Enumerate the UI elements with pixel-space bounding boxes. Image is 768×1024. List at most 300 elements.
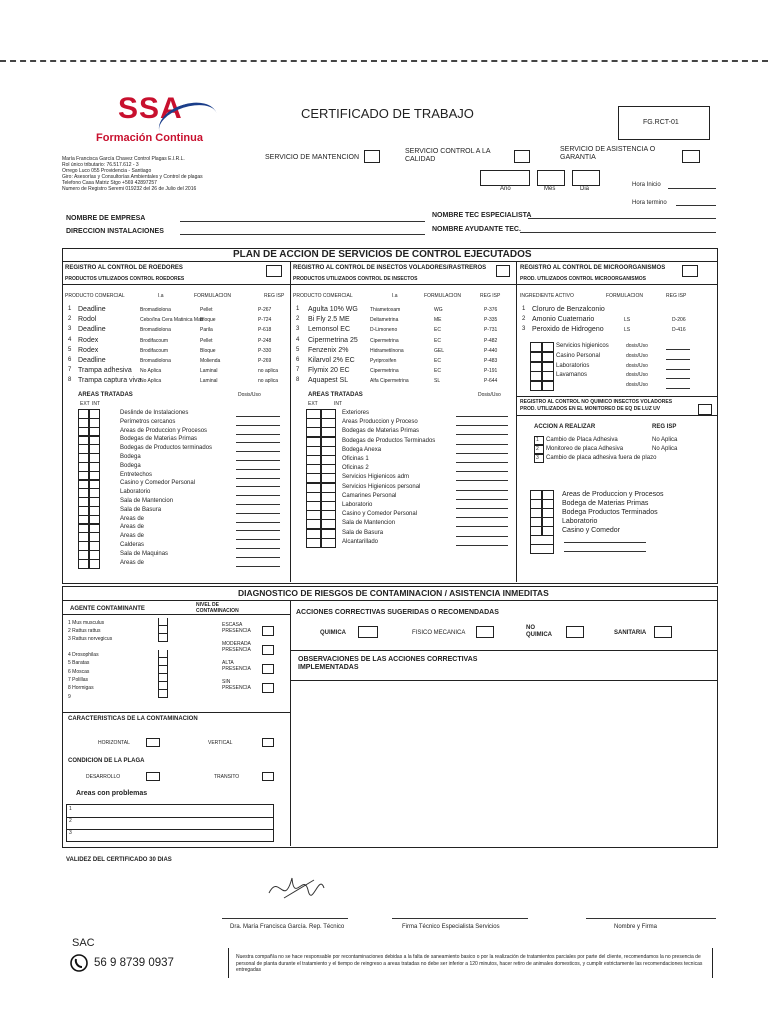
desarrollo-label: DESARROLLO <box>86 774 121 780</box>
insect-item-name: Flymix 20 EC <box>308 367 350 375</box>
micro-area-label: Servicios higienicos <box>556 343 609 349</box>
nivel-label: ALTA PRESENCIA <box>222 660 251 672</box>
obs-field[interactable] <box>292 682 716 844</box>
month-label: Mes <box>544 186 556 192</box>
micro-dosis-field[interactable] <box>666 369 690 370</box>
rodent-area-label: Bodega <box>120 454 141 460</box>
sig2-label: Firma Técnico Especialista Servicios <box>402 924 500 930</box>
rodent-item-formulation: Pellet <box>200 337 213 344</box>
rodent-item-reg: no aplica <box>258 378 279 385</box>
rodent-area-dosis-field[interactable] <box>236 522 280 523</box>
rodent-item-number: 3 <box>68 326 72 333</box>
rodent-item-number: 4 <box>68 336 72 343</box>
uv-area-label: Bodega Productos Terminados <box>562 509 658 516</box>
rodents-dosis-head: Dosis/Uso <box>238 392 261 398</box>
rodent-item-ia: Cebo/Ina Cera Matinica Mair <box>140 317 204 324</box>
fisico-label: FISICO MECANICA <box>412 630 466 636</box>
nivel-label: ESCASA PRESENCIA <box>222 622 251 634</box>
insect-item-reg: P-440 <box>484 347 498 354</box>
agente-checkbox-col-1[interactable] <box>158 618 168 642</box>
micro-item-name: Cloruro de Benzalconio <box>532 306 605 313</box>
rodent-item-name: Rodex <box>78 346 99 354</box>
phone-number: 56 9 8739 0937 <box>94 957 174 969</box>
rodent-area-label: Calderas <box>120 542 145 548</box>
accion-reg: No Aplica <box>652 437 678 443</box>
agente-item: 2 Rattus rattus <box>68 628 101 634</box>
micro-dosis-label: dosis/Uso <box>626 343 648 349</box>
logo-subtitle: Formación Continua <box>96 132 203 144</box>
micro-area-checkbox-b[interactable] <box>541 362 554 372</box>
service-quality-checkbox[interactable] <box>514 150 530 163</box>
insect-area-dosis-field[interactable] <box>456 517 508 518</box>
insect-area-dosis-field[interactable] <box>456 471 508 472</box>
rodent-area-dosis-field[interactable] <box>236 504 280 505</box>
rodent-item-formulation: Molienda <box>200 358 221 364</box>
insect-area-dosis-field[interactable] <box>456 545 508 546</box>
sanitaria-label: SANITARIA <box>614 630 647 636</box>
hora-termino-field[interactable] <box>676 205 716 206</box>
rodent-area-label: Laboratorio <box>120 489 151 496</box>
fisico-checkbox[interactable] <box>476 626 494 638</box>
code-box <box>618 106 710 140</box>
service-maint-label: SERVICIO DE MANTENCION <box>265 154 359 161</box>
col-header: FORMULACION <box>194 293 231 299</box>
rodent-area-label: Sala de Mantencion <box>120 498 174 504</box>
col-header: REG ISP <box>666 293 687 299</box>
agente-head: AGENTE CONTAMINANTE <box>70 606 145 612</box>
insect-area-dosis-field[interactable] <box>456 536 508 537</box>
rodent-item-formulation: Pellet <box>200 307 213 313</box>
rodent-area-dosis-field[interactable] <box>236 469 280 470</box>
insect-item-number: 3 <box>296 326 300 333</box>
insect-area-label: Exteriores <box>342 410 370 416</box>
insect-item-ia: Cipermetrina <box>370 337 399 344</box>
rodent-area-dosis-field[interactable] <box>236 451 280 452</box>
rodent-item-name: Trampa captura viva <box>78 377 142 385</box>
micro-item-number: 3 <box>522 326 526 333</box>
insect-item-number: 6 <box>296 357 300 363</box>
accion-reg: No Aplica <box>652 446 678 452</box>
rodent-area-label: Bodegas de Productos terminados <box>120 445 213 452</box>
quimica-label: QUIMICA <box>320 630 346 636</box>
insect-area-dosis-field[interactable] <box>456 499 508 500</box>
insect-area-dosis-field[interactable] <box>456 480 508 481</box>
rodent-item-reg: no aplica <box>258 368 279 375</box>
desarrollo-checkbox[interactable] <box>146 772 160 781</box>
company-line: María Francisca García Chavez Control Plagas E.I.R.L. <box>62 156 185 162</box>
rodents-areas-head: AREAS TRATADAS <box>78 392 133 398</box>
micro-dosis-label: dosis/Uso <box>626 352 648 359</box>
nivel-checkbox[interactable] <box>262 683 274 693</box>
horizontal-checkbox[interactable] <box>146 738 160 747</box>
rodent-area-dosis-field[interactable] <box>236 486 280 487</box>
micro-area-label: Casino Personal <box>556 352 601 359</box>
insect-item-formulation: GEL <box>434 347 445 354</box>
micro-area-checkbox-b[interactable] <box>541 371 554 381</box>
uv-area-extra-field[interactable] <box>564 542 646 543</box>
insect-area-label: Areas Produccion y Proceso <box>342 419 418 426</box>
direccion-field[interactable] <box>180 234 425 235</box>
agente-item: 6 Moscas <box>68 668 90 675</box>
page-title: CERTIFICADO DE TRABAJO <box>301 106 474 121</box>
sig1-label: Dra. María Francisca García. Rep. Técnico <box>230 924 345 930</box>
insects-head: REGISTRO AL CONTROL DE INSECTOS VOLADORES/RASTREROS <box>293 265 487 271</box>
vertical-checkbox[interactable] <box>262 738 274 747</box>
problemas-table[interactable] <box>66 804 274 842</box>
transito-checkbox[interactable] <box>262 772 274 781</box>
tec-ayud-field[interactable] <box>520 232 716 233</box>
rodent-area-label: Areas de <box>120 524 145 531</box>
company-line: Rol único tributario: 76.517.612 - 3 <box>62 162 139 168</box>
sig3-label: Nombre y Firma <box>614 924 658 930</box>
ssa-logo: SSA <box>118 92 183 125</box>
micro-dosis-label: dosis/Uso <box>626 362 648 369</box>
rodent-item-number: 5 <box>68 346 72 353</box>
insect-area-dosis-field[interactable] <box>456 425 508 426</box>
insects-areas-head: AREAS TRATADAS <box>308 392 363 398</box>
rodent-area-dosis-field[interactable] <box>236 513 280 514</box>
micro-dosis-label: dosis/Uso <box>626 382 648 389</box>
insect-item-name: Cipermetrina 25 <box>308 336 358 344</box>
col-header: FORMULACION <box>606 293 643 299</box>
rodent-item-number: 2 <box>68 316 72 323</box>
int-label: INT <box>334 401 343 407</box>
rodent-area-dosis-field[interactable] <box>236 566 280 567</box>
agente-item: 7 Polillas <box>68 676 89 683</box>
rodent-area-label: Areas de <box>120 559 145 566</box>
rodents-sub: PRODUCTOS UTILIZADOS CONTROL ROEDORES <box>65 276 185 282</box>
rodent-area-label: Perímetros cercanos <box>120 418 176 425</box>
insect-item-ia: Thiametoxam <box>370 307 401 313</box>
empresa-label: NOMBRE DE EMPRESA <box>66 215 146 222</box>
insect-area-label: Servicios Higienicos adm <box>342 474 410 481</box>
rodent-item-ia: Bromadiolona <box>140 307 171 313</box>
rodent-item-formulation: Laminal <box>200 368 218 375</box>
micro-area-label: Laboratorios <box>556 362 590 369</box>
insect-item-formulation: SL <box>434 378 441 385</box>
direccion-label: DIRECCION INSTALACIONES <box>66 228 164 235</box>
cut-line <box>0 60 768 62</box>
insect-item-number: 8 <box>296 377 300 384</box>
company-line: Giro: Asesorías y Consultorías Ambientales y Control de plagas <box>62 174 203 180</box>
insect-area-label: Sala de Basura <box>342 529 384 536</box>
rodent-area-label: Bodegas de Materias Primas <box>120 436 198 443</box>
problemas-head: Areas con problemas <box>76 790 148 797</box>
condicion-head: CONDICION DE LA PLAGA <box>68 758 145 764</box>
insect-area-dosis-field[interactable] <box>456 416 508 417</box>
uv-area-extra-checkbox[interactable] <box>530 544 554 554</box>
accion-label: Cambio de placa adhesiva fuera de plazo <box>546 455 657 461</box>
uv-area-label: Laboratorio <box>562 518 598 525</box>
nq-head: REGISTRO AL CONTROL NO QUIMICO INSECTOS VOLADORES <box>520 399 673 405</box>
rodent-area-label: Areas de <box>120 515 145 522</box>
accion-label: Cambio de Placa Adhesiva <box>546 437 618 443</box>
rodent-item-ia: No Aplica <box>140 378 162 385</box>
col-header: REG ISP <box>480 293 501 299</box>
noquimica-checkbox[interactable] <box>566 626 584 638</box>
nq-sub: PROD. UTILIZADOS EN EL MONITOREO DE EQ DE LUZ UV <box>520 406 661 412</box>
micro-item-formulation: LS <box>624 317 631 324</box>
rodent-item-ia: Brodifacoum <box>140 347 169 354</box>
micro-checkbox[interactable] <box>682 265 698 277</box>
col-header: PRODUCTO COMERCIAL <box>65 293 125 299</box>
rodent-item-number: 7 <box>68 367 72 374</box>
insect-area-label: Camarines Personal <box>342 492 397 499</box>
rodent-item-number: 8 <box>68 377 72 384</box>
micro-item-reg: D-416 <box>672 327 686 334</box>
insect-area-label: Casino y Comedor Personal <box>342 511 418 518</box>
insect-area-label: Oficinas 2 <box>342 465 369 472</box>
service-maint-checkbox[interactable] <box>364 150 380 163</box>
insect-item-ia: D-Limoneno <box>370 327 398 334</box>
insect-area-dosis-field[interactable] <box>456 490 508 491</box>
insects-dosis-head: Dosis/Uso <box>478 392 501 398</box>
insect-area-label: Alcantarillado <box>342 538 379 545</box>
micro-item-formulation: LS <box>624 327 631 334</box>
insect-item-formulation: WG <box>434 307 443 313</box>
rodent-item-formulation: Bloque <box>200 347 216 354</box>
insect-area-label: Bodega Anexa <box>342 446 382 453</box>
col-header: I.a <box>392 293 398 299</box>
tec-esp-label: NOMBRE TEC ESPECIALISTA <box>432 212 532 219</box>
nivel-checkbox[interactable] <box>262 626 274 636</box>
company-line: Telefono Casa Matriz Stgo +569 42897257 <box>62 180 157 186</box>
accion-number: 1 <box>536 437 539 443</box>
rodent-area-dosis-field[interactable] <box>236 495 280 496</box>
insect-area-label: Sala de Mantencion <box>342 520 396 527</box>
nivel-checkbox[interactable] <box>262 645 274 655</box>
rodent-item-reg: P-724 <box>258 317 272 324</box>
rodent-item-ia: Bromadiolona <box>140 358 171 364</box>
day-label: Dia <box>580 186 590 192</box>
diag-title: DIAGNOSTICO DE RIESGOS DE CONTAMINACION / ASISTENCIA INMEDITAS <box>238 588 549 598</box>
col-header: FORMULACION <box>424 293 461 299</box>
insect-area-dosis-field[interactable] <box>456 434 508 435</box>
micro-item-number: 2 <box>522 316 526 323</box>
micro-dosis-field[interactable] <box>666 388 690 389</box>
insect-item-number: 2 <box>296 316 300 323</box>
micro-head: REGISTRO AL CONTROL DE MICROORGANISMOS <box>520 265 666 271</box>
insect-item-name: Agulta 10% WG <box>308 306 358 313</box>
col-header: PRODUCTO COMERCIAL <box>293 293 353 299</box>
ext-label: EXT <box>80 401 90 407</box>
micro-dosis-field[interactable] <box>666 359 690 360</box>
nq-checkbox[interactable] <box>698 404 712 415</box>
rodent-area-dosis-field[interactable] <box>236 425 280 426</box>
rodent-area-dosis-field[interactable] <box>236 416 280 417</box>
tec-ayud-label: NOMBRE AYUDANTE TEC. <box>432 226 521 233</box>
rodents-checkbox[interactable] <box>266 265 282 277</box>
rodent-area-dosis-field[interactable] <box>236 478 280 479</box>
rodent-item-ia: Bromadiolona <box>140 327 171 334</box>
obs-head: OBSERVACIONES DE LAS ACCIONES CORRECTIVAS IMPLEMENTADAS <box>298 656 478 671</box>
insect-item-ia: Hidrametilnona <box>370 347 404 354</box>
insect-item-number: 1 <box>296 306 300 312</box>
insect-area-label: Bodegas de Materias Primas <box>342 428 420 435</box>
insect-item-formulation: EC <box>434 327 441 334</box>
rodent-area-dosis-field[interactable] <box>236 530 280 531</box>
rodent-area-label: Deslinde de Instalaciones <box>120 410 189 416</box>
hora-termino-label: Hora termino <box>632 200 667 206</box>
rodent-item-formulation: Laminal <box>200 378 218 385</box>
insect-item-name: Aquapest SL <box>308 377 349 385</box>
rodent-item-reg: P-269 <box>258 358 272 364</box>
validez-label: VALIDEZ DEL CERTIFICADO 30 DIAS <box>66 857 172 863</box>
rodent-area-label: Areas de Produccion y Procesos <box>120 427 208 434</box>
insect-item-number: 5 <box>296 346 300 353</box>
agente-item: 1 Mus musculus <box>68 620 105 626</box>
insect-item-name: Lemonsol EC <box>308 326 351 334</box>
service-warranty-checkbox[interactable] <box>682 150 700 163</box>
empresa-field[interactable] <box>180 221 425 222</box>
micro-dosis-field[interactable] <box>666 378 690 379</box>
ext-label: EXT <box>308 401 318 407</box>
caract-head: CARACTERISTICAS DE LA CONTAMINACION <box>68 716 198 722</box>
nivel-label: SIN PRESENCIA <box>222 679 251 691</box>
agente-checkbox-col-2[interactable] <box>158 650 168 698</box>
company-line: Orrego Luco 055 Providencia - Santiago <box>62 168 152 174</box>
rodent-area-int-checkbox[interactable] <box>88 559 100 569</box>
insect-item-reg: P-376 <box>484 307 498 313</box>
vertical-label: VERTICAL <box>208 740 233 746</box>
rodent-item-number: 1 <box>68 306 72 312</box>
phone-icon <box>70 954 88 972</box>
micro-item-reg: D-206 <box>672 317 686 324</box>
horizontal-label: HORIZONTAL <box>98 740 130 746</box>
insect-area-label: Bodegas de Productos Terminados <box>342 437 436 444</box>
accion-number: 2 <box>536 446 539 452</box>
rodent-area-dosis-field[interactable] <box>236 434 280 435</box>
rodent-area-dosis-field[interactable] <box>236 460 280 461</box>
int-label: INT <box>92 401 101 407</box>
insect-area-dosis-field[interactable] <box>456 508 508 509</box>
insect-item-reg: P-731 <box>484 327 498 334</box>
nivel-checkbox[interactable] <box>262 664 274 674</box>
agente-item: 4 Drosophilas <box>68 652 99 658</box>
insect-item-name: Kilarvol 2% EC <box>308 357 355 364</box>
agente-item: 5 Baratas <box>68 660 90 667</box>
micro-area-label: Lavamanos <box>556 372 588 379</box>
insect-item-name: Bi Fly 2.5 ME <box>308 316 350 324</box>
rodent-item-ia: No Aplica <box>140 368 162 375</box>
micro-area-checkbox-b[interactable] <box>541 352 554 362</box>
rodent-item-name: Trampa adhesiva <box>78 367 132 375</box>
uv-area-extra-field[interactable] <box>564 551 646 552</box>
insects-sub: PRODUCTOS UTILIZADOS CONTROL DE INSECTOS <box>293 276 418 282</box>
day-field[interactable] <box>572 170 600 186</box>
rodent-area-label: Sala de Maquinas <box>120 550 169 557</box>
accion-number: 3 <box>536 455 539 461</box>
insect-item-ia: Cipermetrina <box>370 368 399 375</box>
rodent-area-dosis-field[interactable] <box>236 539 280 540</box>
insect-item-formulation: EC <box>434 337 441 344</box>
agente-item: 8 Hormigas <box>68 685 94 692</box>
year-field[interactable] <box>480 170 530 186</box>
accion-head: ACCION A REALIZAR <box>534 424 596 430</box>
insect-area-dosis-field[interactable] <box>456 444 508 445</box>
accion-label: Monitoreo de placa Adhesiva <box>546 446 624 452</box>
uv-area-label: Areas de Produccion y Procesos <box>562 491 664 498</box>
insects-checkbox[interactable] <box>496 265 510 277</box>
tec-esp-field[interactable] <box>528 218 716 219</box>
micro-dosis-field[interactable] <box>666 349 690 350</box>
service-quality-label: SERVICIO CONTROL A LA CALIDAD <box>405 148 491 163</box>
insect-area-dosis-field[interactable] <box>456 453 508 454</box>
company-line: Numero de Registro Seremi 019232 del 26 de Julio del 2016 <box>62 186 197 192</box>
rodent-area-dosis-field[interactable] <box>236 557 280 558</box>
agente-item: 9 <box>68 693 71 700</box>
rodent-item-name: Rodex <box>78 336 99 344</box>
sac-label: SAC <box>72 937 95 949</box>
sanitaria-checkbox[interactable] <box>654 626 672 638</box>
insect-area-label: Servicios Higienicos personal <box>342 483 421 490</box>
insect-item-number: 7 <box>296 367 300 374</box>
insect-item-number: 4 <box>296 336 300 343</box>
form-code: FG.RCT-01 <box>643 119 679 126</box>
rodent-area-dosis-field[interactable] <box>236 548 280 549</box>
agente-item: 3 Rattus norvegicus <box>68 636 113 642</box>
rodents-head: REGISTRO AL CONTROL DE ROEDORES <box>65 265 183 271</box>
rodent-area-label: Sala de Basura <box>120 506 162 513</box>
insect-area-label: Laboratorio <box>342 502 373 508</box>
rodent-area-label: Bodega <box>120 462 141 469</box>
insect-item-formulation: EC <box>434 368 441 375</box>
rodent-item-reg: P-618 <box>258 327 272 334</box>
micro-area-checkbox-b[interactable] <box>541 381 554 391</box>
micro-item-name: Amonio Cuaternario <box>532 316 595 324</box>
rodent-item-number: 6 <box>68 357 72 363</box>
nivel-head: NIVEL DE CONTAMINACION <box>196 602 239 614</box>
insect-item-name: Fenzenix 2% <box>308 346 349 354</box>
service-warranty-label: SERVICIO DE ASISTENCIA O GARANTIA <box>560 146 656 161</box>
insect-item-ia: Alfa Cipermetrina <box>370 378 409 385</box>
insect-area-dosis-field[interactable] <box>456 526 508 527</box>
micro-item-number: 1 <box>522 306 526 312</box>
uv-area-label: Bodega de Materias Primas <box>562 500 649 507</box>
insect-area-int-checkbox[interactable] <box>320 538 336 548</box>
insect-item-reg: P-644 <box>484 378 498 385</box>
noquimica-label: NO QUIMICA <box>526 625 552 638</box>
year-label: Año <box>500 186 511 192</box>
insect-item-reg: P-482 <box>484 337 498 344</box>
insect-item-ia: Deltametrina <box>370 317 399 324</box>
col-header: I.a <box>158 293 164 299</box>
quimica-checkbox[interactable] <box>358 626 378 638</box>
insect-area-label: Oficinas 1 <box>342 456 369 462</box>
rodent-area-label: Entretechos <box>120 471 153 478</box>
insect-item-formulation: EC <box>434 358 441 364</box>
micro-dosis-label: dosis/Uso <box>626 372 648 379</box>
company-info <box>62 156 262 192</box>
micro-sub: PROD. UTILIZADOS CONTROL MICROORGANISMOS <box>520 276 647 282</box>
insect-item-ia: Pyriproxifen <box>370 358 397 364</box>
disclaimer: Nuestra compañía no se hace responsable por recontaminaciones debidas a la falta de saneamiento basico o por la realización de tratamientos parciales por parte del cliente, recomendamos la no presencia de personal de planta durante el tratamiento y el tiempo de reingreso a areas tratadas no debe ser inferior a 120 minutos, hacer retiro de animales domesticos, y cumplir estrictamente las recomendaciones tecnicas entregadas <box>236 954 703 973</box>
rodent-item-reg: P-248 <box>258 337 272 344</box>
micro-area-checkbox-b[interactable] <box>541 342 554 352</box>
nivel-label: MODERADA PRESENCIA <box>222 641 251 653</box>
insect-area-dosis-field[interactable] <box>456 462 508 463</box>
rodent-item-name: Deadline <box>78 306 106 313</box>
rodent-item-formulation: Parila <box>200 327 213 334</box>
hora-inicio-field[interactable] <box>668 188 716 189</box>
acciones-head: ACCIONES CORRECTIVAS SUGERIDAS O RECOMENDADAS <box>296 609 499 616</box>
rodent-item-name: Deadline <box>78 357 106 364</box>
rodent-item-reg: P-267 <box>258 307 272 313</box>
rodent-area-dosis-field[interactable] <box>236 442 280 443</box>
plan-title: PLAN DE ACCION DE SERVICIOS DE CONTROL EJECUTADOS <box>233 249 532 260</box>
insect-item-reg: P-483 <box>484 358 498 364</box>
month-field[interactable] <box>537 170 565 186</box>
